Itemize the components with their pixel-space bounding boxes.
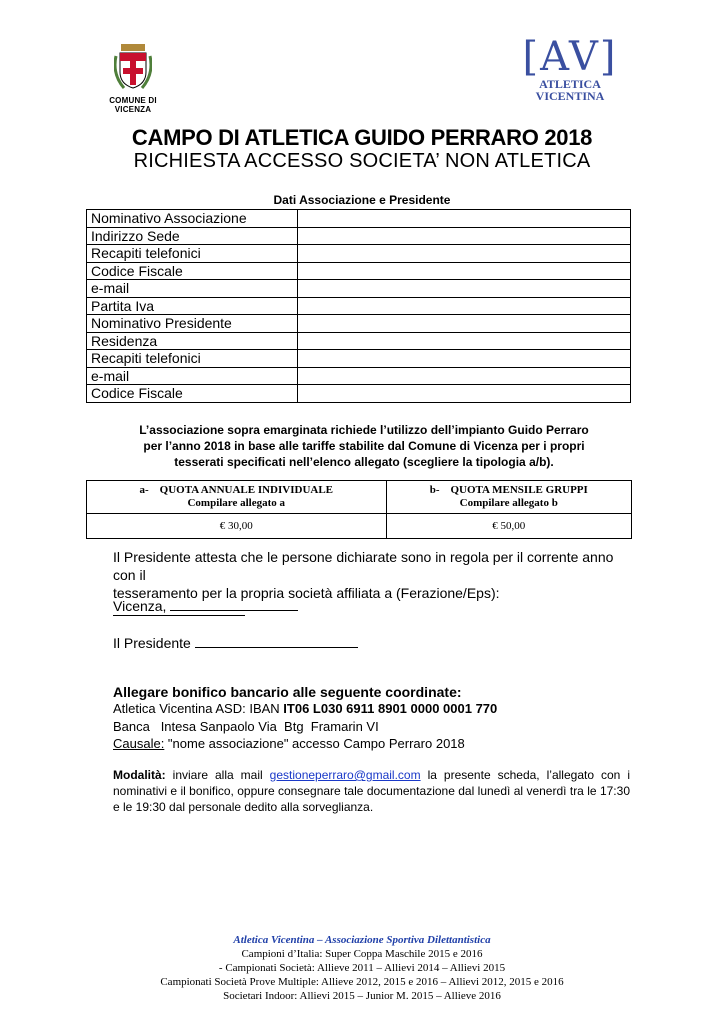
contact-email-link[interactable]: gestioneperraro@gmail.com [269, 768, 421, 782]
form-row-value-field[interactable] [298, 245, 631, 263]
president-signature-field[interactable] [195, 635, 358, 648]
form-row-value-field[interactable] [298, 332, 631, 350]
form-row [87, 367, 631, 385]
date-field[interactable] [170, 598, 298, 611]
fee-b-amount: € 50,00 [386, 514, 632, 539]
footer [0, 933, 724, 1003]
right-logo-line1: ATLETICA [539, 77, 601, 91]
bank-name-row: Banca Intesa Sanpaolo Via Btg Framarin VI [113, 719, 379, 734]
footer-line: Campionati Società Prove Multiple: Allieve 2012, 2015 e 2016 – Allievi 2012, 2015 e 2016 [160, 976, 564, 988]
bank-causale-row [113, 736, 465, 751]
form-row-value-field[interactable] [298, 210, 631, 228]
form-row-value-field[interactable] [298, 297, 631, 315]
association-section-heading: Dati Associazione e Presidente [273, 193, 451, 207]
document-title: CAMPO DI ATLETICA GUIDO PERRARO 2018 [131, 125, 593, 150]
form-row [87, 385, 631, 403]
right-logo-line2: VICENTINA [535, 89, 605, 103]
form-row [87, 350, 631, 368]
form-row-label: e-mail [87, 367, 298, 385]
document-subtitle: RICHIESTA ACCESSO SOCIETA’ NON ATLETICA [133, 150, 591, 172]
form-row-label: Nominativo Presidente [87, 315, 298, 333]
form-row-label: Partita Iva [87, 297, 298, 315]
president-signature-row [113, 635, 358, 651]
form-row-label: Recapiti telefonici [87, 350, 298, 368]
bank-iban-row [113, 701, 497, 716]
fee-a-title: a- QUOTA ANNUALE INDIVIDUALE [139, 484, 334, 496]
fee-b-title: b- QUOTA MENSILE GRUPPI [429, 484, 588, 496]
modalita-paragraph [113, 767, 630, 815]
atletica-vicentina-logo [520, 36, 620, 112]
av-logo-mark: [AV] [522, 34, 618, 80]
form-row [87, 297, 631, 315]
request-line: tesserati specificati nell’elenco allegato (scegliere la tipologia a/b). [174, 455, 554, 469]
association-form-table [86, 209, 631, 403]
president-label: Il Presidente [113, 635, 191, 651]
modalita-text2: la presente scheda, l’allegato con i nominativi e il bonifico, oppure consegnare tale documentazione dal lunedì al venerdì tra le 17:30 e le 19:30 dal personale dedito alla sorveglianza. [113, 768, 630, 814]
comune-vicenza-logo [98, 32, 168, 114]
footer-line: - Campionati Società: Allieve 2011 – Allievi 2014 – Allievi 2015 [218, 962, 506, 974]
causale-label: Causale: [113, 736, 165, 751]
request-paragraph [96, 422, 632, 470]
place-label: Vicenza, [113, 598, 167, 614]
request-line: per l’anno 2018 in base alle tariffe stabilite dal Comune di Vicenza per i propri [143, 439, 585, 453]
form-row-label: Recapiti telefonici [87, 245, 298, 263]
modalita-label: Modalità: [113, 768, 166, 782]
iban-value: IT06 L030 6911 8901 0000 0001 770 [283, 701, 498, 716]
form-row [87, 332, 631, 350]
causale-text: "nome associazione" accesso Campo Perraro 2018 [164, 736, 465, 751]
form-row-value-field[interactable] [298, 315, 631, 333]
attestation-line1: Il Presidente attesta che le persone dichiarate sono in regola per il corrente anno con il [113, 549, 614, 583]
form-row-label: Residenza [87, 332, 298, 350]
request-line: L’associazione sopra emarginata richiede l’utilizzo dell’impianto Guido Perraro [139, 423, 589, 437]
fee-table [86, 480, 632, 539]
modalita-text1: inviare alla mail [165, 768, 270, 782]
form-row-value-field[interactable] [298, 385, 631, 403]
bank-heading: Allegare bonifico bancario alle seguente coordinate: [113, 684, 462, 700]
fee-option-a[interactable] [87, 481, 387, 514]
form-row [87, 227, 631, 245]
form-row-value-field[interactable] [298, 262, 631, 280]
form-row-value-field[interactable] [298, 350, 631, 368]
attestation-line2: tesseramento per la propria società affiliata a (Ferazione/Eps): [113, 585, 500, 601]
fee-option-b[interactable] [386, 481, 632, 514]
fee-a-amount: € 30,00 [87, 514, 387, 539]
form-row-label: Codice Fiscale [87, 262, 298, 280]
footer-association-name: Atletica Vicentina – Associazione Sportiva Dilettantistica [233, 934, 491, 946]
form-row [87, 315, 631, 333]
form-row-label: Indirizzo Sede [87, 227, 298, 245]
form-row [87, 245, 631, 263]
form-row [87, 280, 631, 298]
form-row-label: Codice Fiscale [87, 385, 298, 403]
form-row-label: Nominativo Associazione [87, 210, 298, 228]
form-row-value-field[interactable] [298, 227, 631, 245]
bank-account-holder: Atletica Vicentina ASD: IBAN [113, 701, 284, 716]
footer-line: Campioni d’Italia: Super Coppa Maschile 2015 e 2016 [241, 948, 483, 960]
form-row [87, 210, 631, 228]
fee-a-subtitle: Compilare allegato a [187, 497, 286, 509]
form-row-label: e-mail [87, 280, 298, 298]
city-crest-icon [114, 44, 152, 90]
place-date-row [113, 598, 298, 614]
form-row-value-field[interactable] [298, 367, 631, 385]
left-logo-caption: COMUNE DI VICENZA [109, 96, 157, 114]
fee-b-subtitle: Compilare allegato b [459, 497, 558, 509]
form-row-value-field[interactable] [298, 280, 631, 298]
form-row [87, 262, 631, 280]
footer-line: Societari Indoor: Allievi 2015 – Junior M. 2015 – Allieve 2016 [223, 990, 501, 1002]
